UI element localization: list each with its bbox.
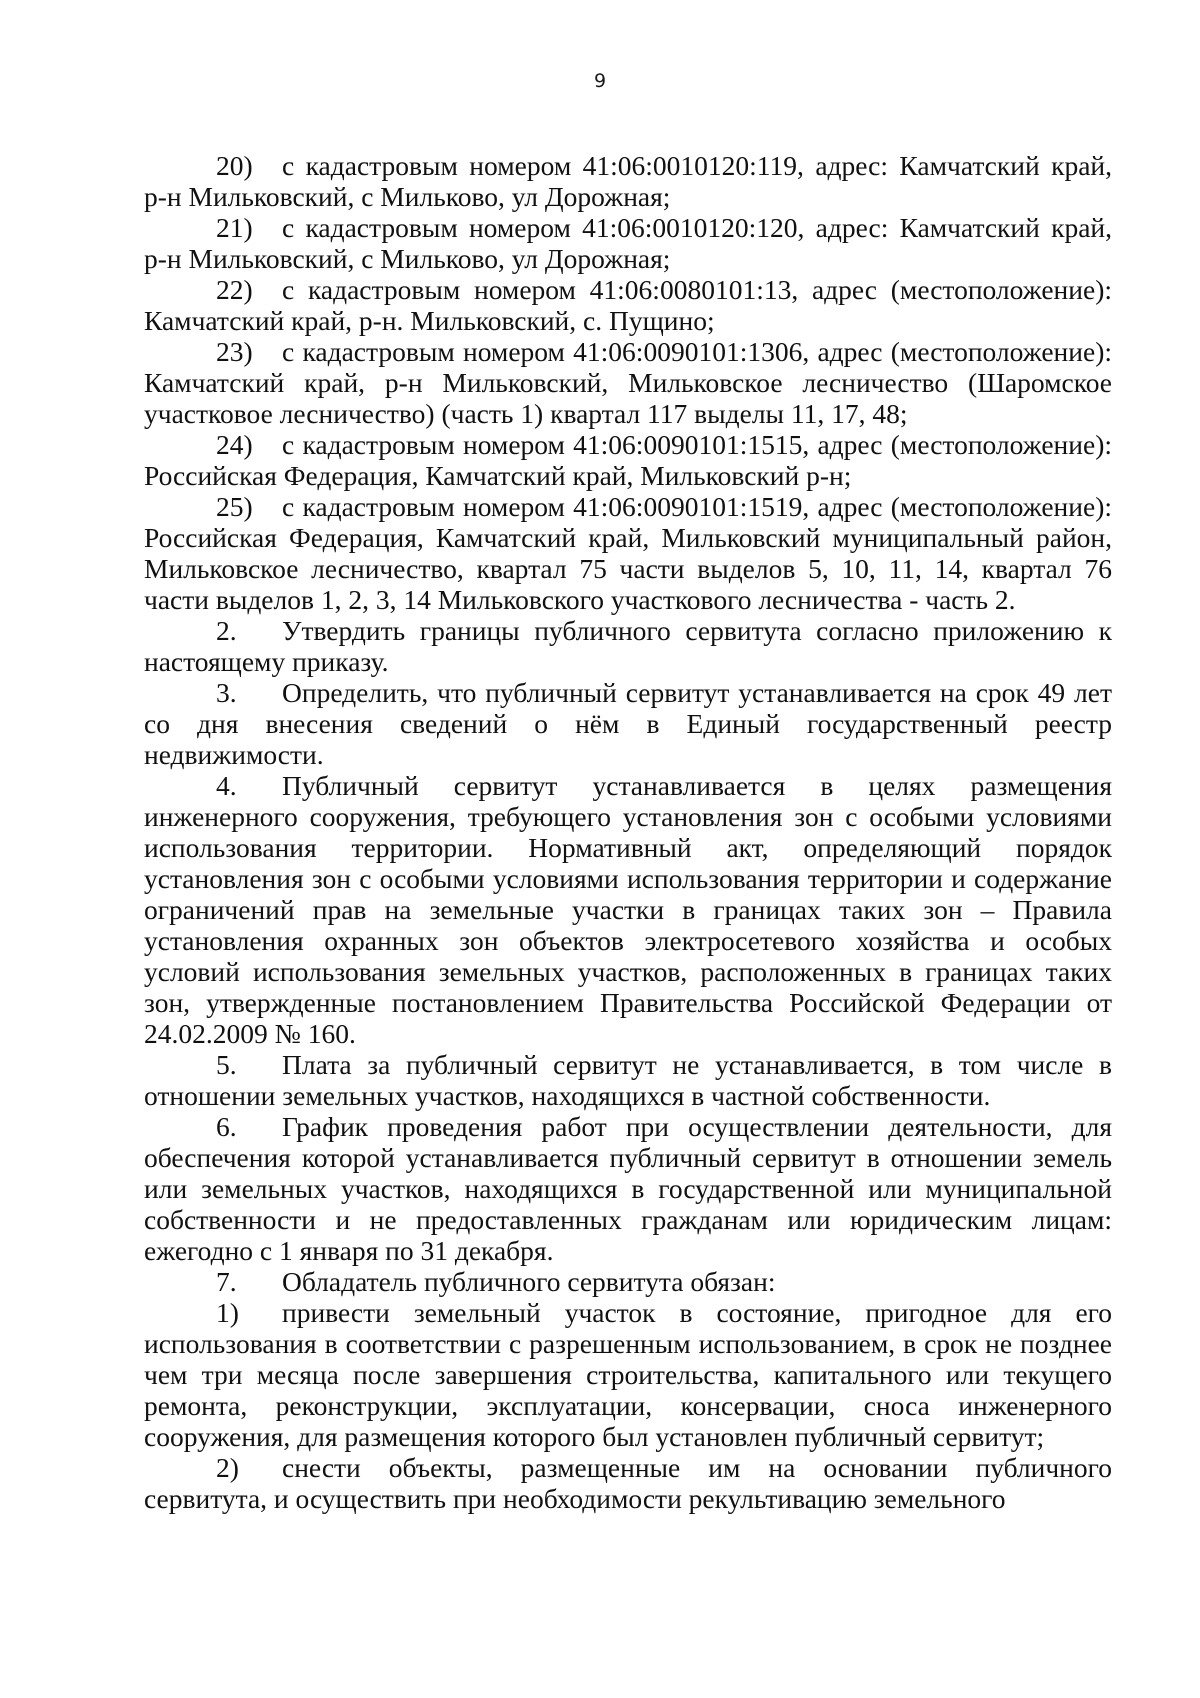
page-number: 9: [593, 70, 607, 92]
item-text: снести объекты, размещенные им на основании публичного сервитута, и осуществить при необходимости рекультивацию земельного: [144, 1452, 1112, 1514]
list-item: [144, 429, 1112, 491]
list-item: [144, 150, 1112, 212]
item-text: с кадастровым номером 41:06:0010120:119, адрес: Камчатский край, р-н Мильковский, с Мильково, ул Дорожная;: [144, 150, 1112, 212]
clause: [144, 677, 1112, 770]
list-item: [144, 336, 1112, 429]
item-text: с кадастровым номером 41:06:0090101:1306, адрес (местоположение): Камчатский край, р-н Мильковский, Мильковское лесничество (Шаромское участковое лесничество) (часть 1) квартал 117 выделы 11, 17, 48;: [144, 336, 1112, 429]
clause: [144, 1111, 1112, 1266]
clause-text: Публичный сервитут устанавливается в целях размещения инженерного сооружения, требующего установления зон с особыми условиями использования территории. Нормативный акт, определяющий порядок установления зон с особыми условиями использования территории и содержание ограничений прав на земельные участки в границах таких зон – Правила установления охранных зон объектов электросетевого хозяйства и особых условий использования земельных участков, расположенных в границах таких зон, утвержденные постановлением Правительства Российской Федерации от 24.02.2009 № 160.: [144, 770, 1112, 1049]
clause-number: 2.: [216, 615, 237, 646]
clause-number: 7.: [216, 1266, 237, 1297]
item-number: 1): [216, 1297, 239, 1328]
item-text: с кадастровым номером 41:06:0090101:1519, адрес (местоположение): Российская Федерация, Камчатский край, Мильковский муниципальный район, Мильковское лесничество, квартал 75 части выделов 5, 10, 11, 14, квартал 76 части выделов 1, 2, 3, 14 Мильковского участкового лесничества - часть 2.: [144, 491, 1112, 615]
clause-text: Плата за публичный сервитут не устанавливается, в том числе в отношении земельных участков, находящихся в частной собственности.: [144, 1049, 1112, 1111]
clause-text: Определить, что публичный сервитут устанавливается на срок 49 лет со дня внесения сведений о нём в Единый государственный реестр недвижимости.: [144, 677, 1112, 770]
clause-number: 6.: [216, 1111, 237, 1142]
document-body: [144, 150, 1112, 1514]
list-item: [144, 491, 1112, 615]
item-number: 2): [216, 1452, 239, 1483]
clause: [144, 1049, 1112, 1111]
clause-number: 4.: [216, 770, 237, 801]
clause: [144, 615, 1112, 677]
clause-text: Утвердить границы публичного сервитута согласно приложению к настоящему приказу.: [144, 615, 1112, 677]
clause: [144, 770, 1112, 1049]
list-item: [144, 1452, 1112, 1514]
clause-text: Обладатель публичного сервитута обязан:: [282, 1266, 776, 1297]
list-item: [144, 212, 1112, 274]
item-number: 20): [216, 150, 253, 181]
item-text: с кадастровым номером 41:06:0080101:13, адрес (местоположение): Камчатский край, р-н. Мильковский, с. Пущино;: [144, 274, 1112, 336]
item-number: 23): [216, 336, 253, 367]
item-text: с кадастровым номером 41:06:0090101:1515, адрес (местоположение): Российская Федерация, Камчатский край, Мильковский р-н;: [144, 429, 1112, 491]
clause: [144, 1266, 1112, 1297]
clause-number: 5.: [216, 1049, 237, 1080]
item-text: с кадастровым номером 41:06:0010120:120, адрес: Камчатский край, р-н Мильковский, с Мильково, ул Дорожная;: [144, 212, 1112, 274]
clause-number: 3.: [216, 677, 237, 708]
list-item: [144, 274, 1112, 336]
clause-text: График проведения работ при осуществлении деятельности, для обеспечения которой устанавливается публичный сервитут в отношении земель или земельных участков, находящихся в государственной или муниципальной собственности и не предоставленных гражданам или юридическим лицам: ежегодно с 1 января по 31 декабря.: [144, 1111, 1112, 1266]
item-text: привести земельный участок в состояние, пригодное для его использования в соответствии с разрешенным использованием, в срок не позднее чем три месяца после завершения строительства, капитального или текущего ремонта, реконструкции, эксплуатации, консервации, сноса инженерного сооружения, для размещения которого был установлен публичный сервитут;: [144, 1297, 1112, 1452]
item-number: 25): [216, 491, 253, 522]
item-number: 24): [216, 429, 253, 460]
item-number: 21): [216, 212, 253, 243]
item-number: 22): [216, 274, 253, 305]
list-item: [144, 1297, 1112, 1452]
